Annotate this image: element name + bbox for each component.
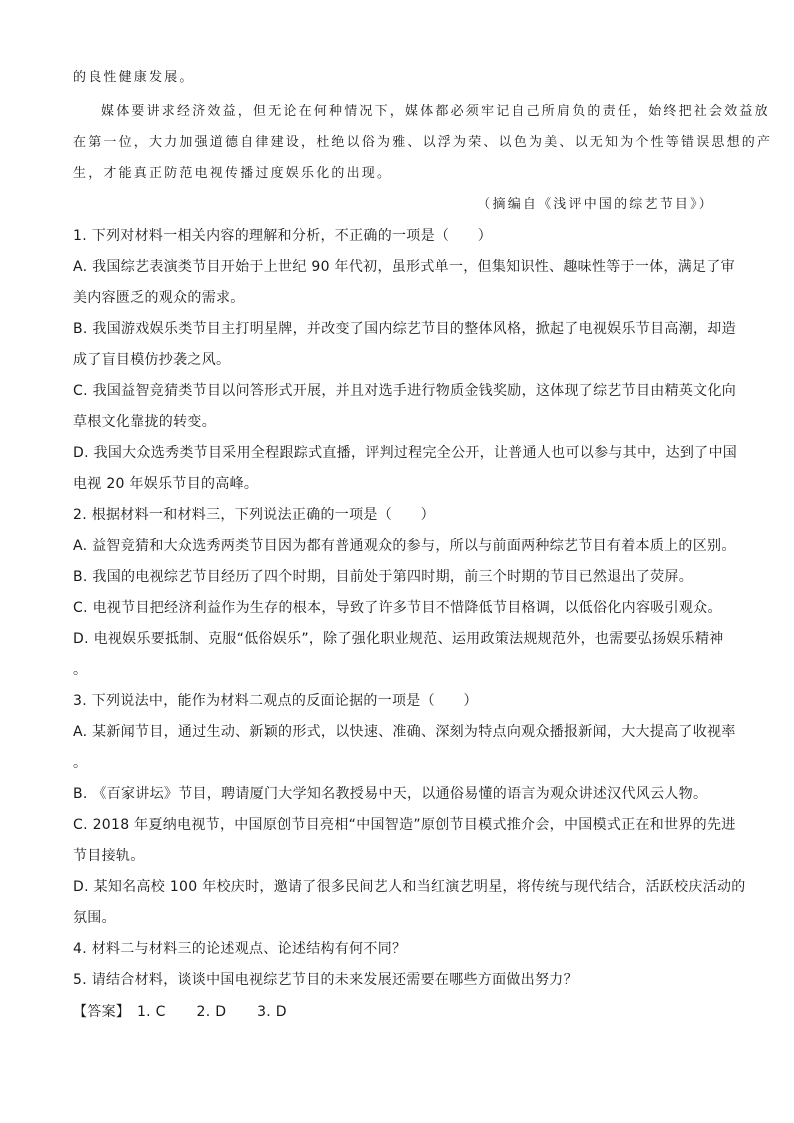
option-line: 节目接轨。	[73, 848, 145, 864]
option-line: A. 益智竞猜和大众选秀两类节目因为都有普通观众的参与，所以与前面两种综艺节目有着本质上的区别。	[73, 538, 736, 554]
option-line: 成了盲目模仿抄袭之风。	[73, 352, 231, 368]
option-line: D. 电视娱乐要抵制、克服“低俗娱乐”，除了强化职业规范、运用政策法规规范外，也需要弘扬娱乐精神	[73, 631, 724, 647]
option-line: C. 2018 年夏纳电视节，中国原创节目亮相“中国智造”原创节目模式推介会，中国模式正在和世界的先进	[73, 817, 736, 833]
passage-line: 在第一位，大力加强道德自律建设，杜绝以俗为雅、以浮为荣、以色为美、以无知为个性等错误思想的产	[73, 135, 773, 150]
answer-item: 2. D	[196, 1004, 227, 1020]
passage-line: 媒体要讲求经济效益，但无论在何种情况下，媒体都必须牢记自己所肩负的责任，始终把社会效益放	[101, 104, 770, 119]
answer-label: 【答案】	[73, 1004, 131, 1020]
option-line: 电视 20 年娱乐节目的高峰。	[73, 476, 259, 492]
question-stem: 1. 下列对材料一相关内容的理解和分析，不正确的一项是（ ）	[73, 228, 493, 244]
option-line: 。	[73, 755, 88, 771]
passage-line: 生，才能真正防范电视传播过度娱乐化的出现。	[73, 166, 393, 181]
option-line: A. 某新闻节目，通过生动、新颖的形式，以快速、准确、深刻为特点向观众播报新闻，大大提高了收视率	[73, 724, 736, 740]
option-line: C. 我国益智竞猜类节目以问答形式开展，并且对选手进行物质金钱奖励，这体现了综艺节目由精英文化向	[73, 383, 737, 399]
option-line: A. 我国综艺表演类节目开始于上世纪 90 年代初，虽形式单一，但集知识性、趣味性等于一体，满足了审	[73, 259, 735, 275]
question-stem: 5. 请结合材料，谈谈中国电视综艺节目的未来发展还需要在哪些方面做出努力？	[73, 972, 578, 988]
option-line: D. 我国大众选秀类节目采用全程跟踪式直播，评判过程完全公开，让普通人也可以参与其中，达到了中国	[73, 445, 738, 461]
question-stem: 3. 下列说法中，能作为材料二观点的反面论据的一项是（ ）	[73, 693, 478, 709]
option-line: 草根文化靠拢的转变。	[73, 414, 216, 430]
answer-item: 1. C	[136, 1004, 166, 1020]
option-line: B. 《百家讲坛》节目，聘请厦门大学知名教授易中天，以通俗易懂的语言为观众讲述汉代风云人物。	[73, 786, 708, 802]
question-stem: 2. 根据材料一和材料三，下列说法正确的一项是（ ）	[73, 507, 435, 523]
option-line: B. 我国的电视综艺节目经历了四个时期，目前处于第四时期，前三个时期的节目已然退出了荧屏。	[73, 569, 694, 585]
answer-item: 3. D	[257, 1004, 287, 1020]
question-stem: 4. 材料二与材料三的论述观点、论述结构有何不同？	[73, 941, 407, 957]
passage-line: 的良性健康发展。	[73, 70, 195, 85]
answer-line	[73, 1001, 287, 1021]
option-line: 氛围。	[73, 910, 116, 926]
option-line: D. 某知名高校 100 年校庆时，邀请了很多民间艺人和当红演艺明星，将传统与现代结合，活跃校庆活动的	[73, 879, 746, 895]
option-line: C. 电视节目把经济利益作为生存的根本，导致了许多节目不惜降低节目格调，以低俗化内容吸引观众。	[73, 600, 722, 616]
option-line: B. 我国游戏娱乐类节目主打明星牌，并改变了国内综艺节目的整体风格，掀起了电视娱乐节目高潮，却造	[73, 321, 736, 337]
passage-source: （摘编自《浅评中国的综艺节目》）	[477, 197, 714, 212]
option-line: 美内容匮乏的观众的需求。	[73, 290, 245, 306]
option-line: 。	[73, 662, 88, 678]
